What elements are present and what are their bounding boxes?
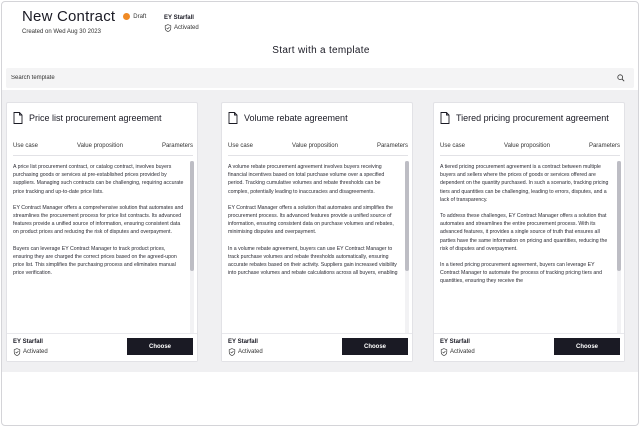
org-name: EY Starfall xyxy=(13,339,43,345)
check-badge-icon xyxy=(13,348,21,356)
section-title: Start with a template xyxy=(272,45,370,56)
org-status-text: Activated xyxy=(450,349,475,355)
organization-info xyxy=(164,15,199,32)
description-paragraph: In a tiered pricing procurement agreement, buyers can leverage EY Contract Manager to automate the process of tracking pricing tiers and quantities, ensuring they receive the xyxy=(440,262,603,285)
description-paragraph: A volume rebate procurement agreement involves buyers receiving financial incentives based on total purchase volume over a specified period. Tracking cumulative volumes and rebate thresholds can be complex, potentially leading to inaccuracies and disagreements. xyxy=(228,164,385,195)
page-title: New Contract xyxy=(22,8,116,25)
description-paragraph: A tiered pricing procurement agreement is a contract between multiple buyers and sellers where the prices of goods or services offered are dependent on the quantity purchased. In such a scenario, tracking pricing tiers and quantities can be challenging, leading to errors, disputes, and a lack of transparency. xyxy=(440,164,609,203)
description-paragraph: EY Contract Manager offers a solution that automates and simplifies the procurement process. Its advanced features provide a unified source of information, ensuring consistent data on purchase volumes and rebates, minimising disputes and overpayment. xyxy=(228,204,394,236)
template-card-volume-rebate xyxy=(221,102,413,362)
card-title: Tiered pricing procurement agreement xyxy=(456,113,609,123)
description-paragraph: EY Contract Manager offers a comprehensive solution that automates and streamlines the procurement process for price list contracts. Its advanced features provide a unified source of information, ensuring consistent data on product prices and reducing the risk of disputes and overpayment. xyxy=(13,204,184,236)
card-tabs xyxy=(228,143,408,155)
template-cards-area xyxy=(2,90,639,372)
tab-value-proposition[interactable]: Value proposition xyxy=(292,143,338,149)
tab-parameters[interactable]: Parameters xyxy=(161,143,193,149)
draft-status-dot xyxy=(123,13,130,20)
card-description xyxy=(440,163,612,333)
check-badge-icon xyxy=(164,24,172,32)
card-footer xyxy=(434,333,624,361)
org-name: EY Starfall xyxy=(440,339,470,345)
card-description xyxy=(13,163,185,333)
choose-button[interactable]: Choose xyxy=(342,338,408,355)
tab-use-case[interactable]: Use case xyxy=(440,143,465,155)
check-badge-icon xyxy=(440,348,448,356)
tab-value-proposition[interactable]: Value proposition xyxy=(77,143,123,149)
org-status-text: Activated xyxy=(238,349,263,355)
search-input[interactable] xyxy=(11,75,617,81)
description-paragraph: In a volume rebate agreement, buyers can use EY Contract Manager to track purchase volumes and rebate thresholds automatically, ensuring accurate rebates based on their activity. Suppliers gain increased visibility into purchase volumes and rebate calculations across all buyers, enabling xyxy=(228,245,398,277)
tab-value-proposition[interactable]: Value proposition xyxy=(504,143,550,149)
card-title: Volume rebate agreement xyxy=(244,113,348,123)
search-bar xyxy=(6,68,634,88)
card-tabs xyxy=(440,143,620,155)
card-footer xyxy=(7,333,197,361)
search-icon[interactable] xyxy=(617,74,625,82)
choose-button[interactable]: Choose xyxy=(127,338,193,355)
tab-use-case[interactable]: Use case xyxy=(228,143,253,155)
contract-header xyxy=(22,8,146,35)
description-paragraph: To address these challenges, EY Contract Manager offers a solution that automates and streamlines the entire procurement process. With its advanced features, it provides a single source of truth that ensures all parties have the same information on pricing and quantities, reducing the risk of disputes and overpayment. xyxy=(440,213,608,252)
scrollbar[interactable] xyxy=(190,161,194,333)
document-icon xyxy=(13,112,23,124)
check-badge-icon xyxy=(228,348,236,356)
org-status-text: Activated xyxy=(174,25,199,31)
card-tabs xyxy=(13,143,193,155)
scrollbar-thumb[interactable] xyxy=(190,161,194,271)
scrollbar[interactable] xyxy=(617,161,621,333)
scrollbar[interactable] xyxy=(405,161,409,333)
org-status-text: Activated xyxy=(23,349,48,355)
created-date: Created on Wed Aug 30 2023 xyxy=(22,29,101,35)
scrollbar-thumb[interactable] xyxy=(405,161,409,271)
org-name: EY Starfall xyxy=(164,15,194,21)
org-name: EY Starfall xyxy=(228,339,258,345)
choose-button[interactable]: Choose xyxy=(554,338,620,355)
card-footer xyxy=(222,333,412,361)
status-badge: Draft xyxy=(133,13,147,20)
tab-parameters[interactable]: Parameters xyxy=(588,143,620,149)
template-card-price-list xyxy=(6,102,198,362)
document-icon xyxy=(228,112,238,124)
card-description xyxy=(228,163,400,333)
tab-parameters[interactable]: Parameters xyxy=(376,143,408,149)
tab-use-case[interactable]: Use case xyxy=(13,143,38,155)
card-title: Price list procurement agreement xyxy=(29,113,162,123)
description-paragraph: Buyers can leverage EY Contract Manager to track product prices, ensuring they are charged the correct prices based on the agreed-upon price list. This simplifies the purchasing process and eliminates manual price verification. xyxy=(13,245,177,277)
document-icon xyxy=(440,112,450,124)
description-paragraph: A price list procurement contract, or catalog contract, involves buyers purchasing goods or services at pre-established prices provided by suppliers. Managing such contracts can be challenging, requiring accurate price tracking and up-to-date price lists. xyxy=(13,164,184,195)
template-card-tiered-pricing xyxy=(433,102,625,362)
scrollbar-thumb[interactable] xyxy=(617,161,621,271)
app-window xyxy=(1,1,639,426)
